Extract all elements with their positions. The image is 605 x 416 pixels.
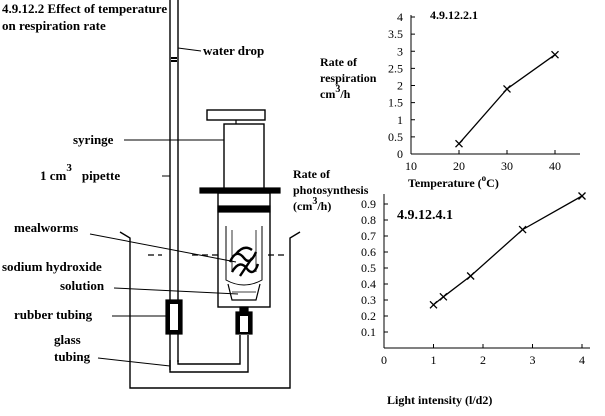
photosynthesis-ytick-label: 0.2 — [361, 309, 376, 323]
respiration-xtick-label: 20 — [453, 159, 465, 173]
photosynthesis-data-point — [467, 273, 474, 280]
respiration-xtick-label: 40 — [549, 159, 561, 173]
respiration-ytick-label: 3.5 — [388, 27, 403, 42]
respiration-ylabel-line2: respiration — [320, 71, 377, 85]
respiration-chart-label: 4.9.12.2.1 — [430, 8, 478, 22]
photosynthesis-xtick-label: 4 — [579, 353, 585, 367]
glass-label: glass — [54, 332, 81, 347]
respiration-ylabel-line3: $cm^3/h$ — [320, 84, 351, 101]
syringe-barrel — [224, 124, 264, 192]
photosynthesis-ytick-label: 0.7 — [361, 229, 376, 243]
photosynthesis-series-line — [434, 196, 583, 305]
respiration-data-point — [504, 85, 511, 92]
photosynthesis-xtick-label: 3 — [529, 353, 536, 367]
respiration-xtick-label: 10 — [405, 159, 417, 173]
mealworms-label: mealworms — [14, 220, 79, 235]
photosynthesis-xtick-label: 1 — [430, 353, 437, 367]
respiration-series-line — [459, 55, 555, 144]
photosynthesis-chart — [293, 167, 590, 407]
respiration-ytick-label: 4 — [397, 10, 403, 24]
photosynthesis-ytick-label: 0.4 — [361, 277, 376, 291]
pipette-volume-sup: 3 — [66, 162, 72, 174]
mealworms-leader — [90, 234, 236, 262]
respiration-ytick-label: 2 — [397, 78, 403, 93]
photosynthesis-ytick-label: 0.1 — [361, 325, 376, 339]
mesh-cage — [226, 226, 262, 285]
tubing-label: tubing — [54, 349, 91, 364]
pipette-word: pipette — [81, 168, 121, 183]
photosynthesis-xtick-label: 2 — [480, 353, 486, 367]
apparatus-diagram — [120, 0, 300, 388]
respiration-xlabel: Temperature ($^o$C) — [408, 173, 499, 190]
respiration-ytick-label: 3 — [397, 44, 403, 59]
photosynthesis-ylabel-line1: Rate of — [293, 167, 330, 181]
photosynthesis-ytick-label: 0.5 — [361, 261, 376, 275]
pipette-label — [40, 162, 120, 183]
photosynthesis-data-point — [579, 193, 586, 200]
sodium-hydroxide-label: sodium hydroxide — [2, 259, 102, 274]
water-drop-label: water drop — [203, 43, 265, 58]
respiration-ytick-label: 1 — [397, 112, 403, 127]
respiration-data-point — [552, 51, 559, 58]
respiration-data-point — [456, 140, 463, 147]
photosynthesis-ylabel-line2: photosynthesis — [293, 183, 369, 197]
apparatus-labels — [2, 1, 264, 366]
water-drop-leader — [178, 48, 201, 51]
respiration-ytick-label: 0 — [397, 147, 403, 161]
photosynthesis-chart-label: 4.9.12.4.1 — [397, 208, 453, 223]
solution-leader — [114, 288, 238, 294]
glass-tubing-leader — [98, 358, 170, 366]
syringe-label: syringe — [73, 132, 114, 147]
diagram-title-line1: 4.9.12.2 Effect of temperature — [2, 1, 168, 16]
photosynthesis-xtick-label: 0 — [381, 353, 387, 367]
photosynthesis-ytick-label: 0.3 — [361, 293, 376, 307]
respiration-ytick-label: 1.5 — [388, 95, 403, 110]
photosynthesis-ytick-label: 0.9 — [361, 197, 376, 211]
photosynthesis-ytick-label: 0.6 — [361, 245, 376, 259]
photosynthesis-ylabel-line3: $(cm^3/h)$ — [293, 196, 332, 213]
photosynthesis-ytick-label: 0.8 — [361, 213, 376, 227]
photosynthesis-data-point — [519, 226, 526, 233]
respiration-xtick-label: 30 — [501, 159, 513, 173]
rubber-tubing-label: rubber tubing — [14, 307, 93, 322]
respiration-ytick-label: 0.5 — [388, 129, 403, 144]
photosynthesis-data-point — [430, 301, 437, 308]
photosynthesis-xlabel: Light intensity (l/d2) — [387, 393, 493, 407]
photosynthesis-data-point — [440, 293, 447, 300]
glass-tubing-outer — [170, 335, 248, 372]
glass-tubing-inner — [178, 335, 240, 364]
respiration-chart — [320, 8, 580, 190]
syringe-flange — [200, 188, 280, 193]
respiration-ytick-label: 2.5 — [388, 61, 403, 76]
respiration-ylabel-line1: Rate of — [320, 55, 357, 69]
solution-label: solution — [60, 278, 105, 293]
diagram-title-line2: on respiration rate — [2, 18, 106, 33]
pipette-volume: 1 cm — [40, 168, 67, 183]
syringe-plunger-cap — [207, 110, 265, 120]
